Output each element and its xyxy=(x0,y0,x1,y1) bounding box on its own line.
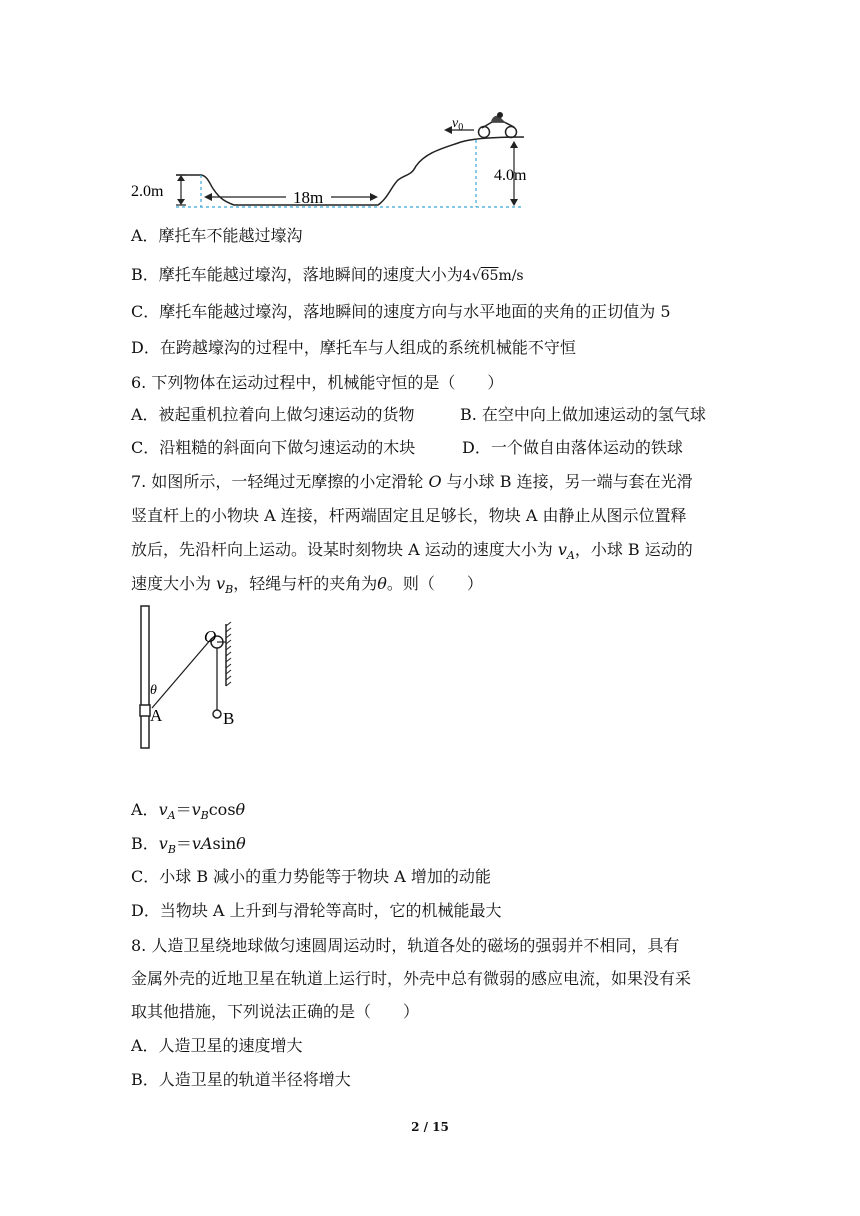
motorcycle-icon xyxy=(479,112,517,138)
left-height-label: 2.0m xyxy=(131,183,164,200)
q8-stem-line3: 取其他措施，下列说法正确的是（ ） xyxy=(131,1002,420,1021)
q5-option-c: C．摩托车能越过壕沟，落地瞬间的速度方向与水平地面的夹角的正切值为 5 xyxy=(131,302,671,321)
q5-option-a: A．摩托车不能越过壕沟 xyxy=(131,226,303,245)
q8-option-a: A．人造卫星的速度增大 xyxy=(131,1036,303,1055)
q7-stem-line4: 速度大小为 $v_B$，轻绳与杆的夹角为θ。则（ ） xyxy=(131,574,483,597)
q7-option-c: C．小球 B 减小的重力势能等于物块 A 增加的动能 xyxy=(131,867,491,886)
q8-stem-line1: 8. 人造卫星绕地球做匀速圆周运动时，轨道各处的磁场的强弱并不相同，具有 xyxy=(131,936,680,955)
pulley-figure xyxy=(130,604,250,754)
q7-option-d: D．当物块 A 上升到与滑轮等高时，它的机械能最大 xyxy=(131,901,502,920)
gap-label: 18m xyxy=(293,188,324,207)
terrain-profile xyxy=(176,137,524,205)
q7-option-a: A．$v_A=v_B\cos\theta$ xyxy=(131,800,246,823)
q7-option-b: B．$v_B=vAsin\theta$ xyxy=(131,834,246,857)
block-a xyxy=(140,705,150,716)
q8-option-b: B．人造卫星的轨道半径将增大 xyxy=(131,1070,351,1089)
page-number: 2 / 15 xyxy=(411,1120,449,1134)
q7-stem-line2: 竖直杆上的小物块 A 连接，杆两端固定且足够长，物块 A 由静止从图示位置释 xyxy=(131,506,687,525)
right-height-label: 4.0m xyxy=(494,167,527,184)
ball-label-b: B xyxy=(223,709,235,728)
ball-b xyxy=(213,710,221,718)
q8-stem-line2: 金属外壳的近地卫星在轨道上运行时，外壳中总有微弱的感应电流，如果没有采 xyxy=(131,969,692,988)
q5-option-b: B．摩托车能越过壕沟，落地瞬间的速度大小为4√65m/s xyxy=(131,265,524,284)
sqrt-icon: √ xyxy=(471,268,481,284)
q7-stem-line1: 7. 如图所示，一轻绳过无摩擦的小定滑轮 O 与小球 B 连接，另一端与套在光滑 xyxy=(131,472,693,491)
rope-to-a xyxy=(152,638,212,708)
q6-option-b: B. 在空中向上做加速运动的氢气球 xyxy=(460,405,706,424)
motorcycle-ditch-figure xyxy=(126,112,546,212)
vertical-rod xyxy=(141,606,149,748)
pulley-label-o: O xyxy=(204,627,217,646)
q6-option-c: C．沿粗糙的斜面向下做匀速运动的木块 xyxy=(131,438,416,457)
q7-stem-line3: 放后，先沿杆向上运动。设某时刻物块 A 运动的速度大小为 $v_A$，小球 B 运动的 xyxy=(131,540,693,563)
q5-option-d: D．在跨越壕沟的过程中，摩托车与人组成的系统机械能不守恒 xyxy=(131,338,576,357)
velocity-label: $v_0$ xyxy=(452,116,464,133)
q6-option-a: A．被起重机拉着向上做匀速运动的货物 xyxy=(131,405,415,424)
block-label-a: A xyxy=(150,706,163,725)
q6-option-d: D．一个做自由落体运动的铁球 xyxy=(462,438,683,457)
q6-stem: 6. 下列物体在运动过程中，机械能守恒的是（ ） xyxy=(131,373,504,392)
angle-label-theta: θ xyxy=(150,683,157,698)
